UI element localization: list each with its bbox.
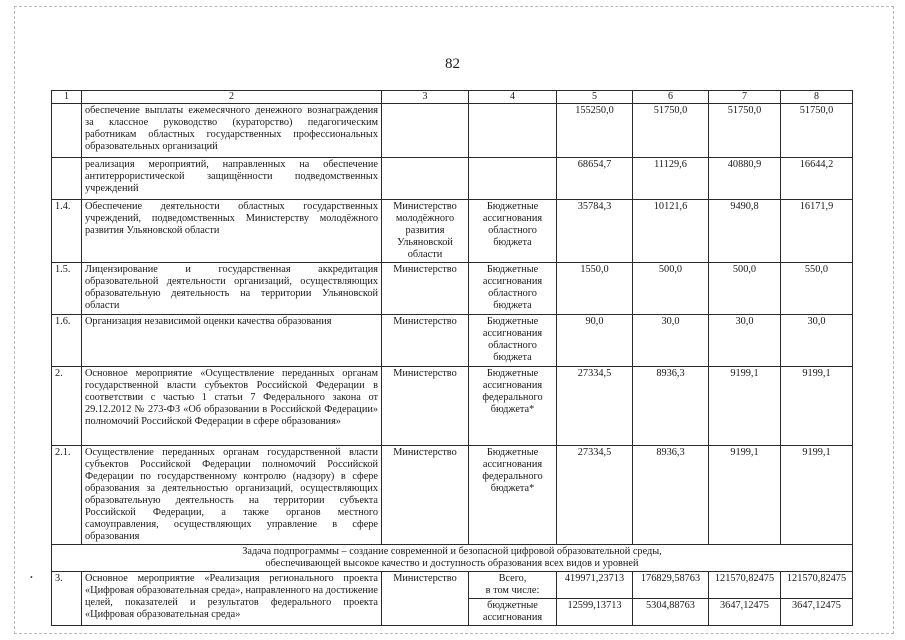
row-number: 1.4. bbox=[52, 200, 82, 263]
row-value-8: 9199,1 bbox=[781, 367, 853, 446]
task-line-1: Задача подпрограммы – создание современной и безопасной цифровой образовательной среды, bbox=[242, 546, 662, 557]
row-source: Бюджетные ассигнования областного бюджета bbox=[469, 200, 557, 263]
row-executor: Министерство bbox=[382, 263, 469, 315]
col-header: 2 bbox=[82, 91, 382, 104]
row-value-7: 51750,0 bbox=[709, 104, 781, 158]
row-value-5: 1550,0 bbox=[557, 263, 633, 315]
total-value-7: 121570,82475 bbox=[709, 572, 781, 599]
col-header: 5 bbox=[557, 91, 633, 104]
task-line-2: обеспечивающей высокое качество и доступность образования всех видов и уровней bbox=[265, 558, 639, 569]
row-number: 2. bbox=[52, 367, 82, 446]
table-row bbox=[52, 104, 853, 158]
row-value-8: 550,0 bbox=[781, 263, 853, 315]
row-value-5: 68654,7 bbox=[557, 158, 633, 200]
row-number: 2.1. bbox=[52, 446, 82, 545]
row-value-6: 11129,6 bbox=[633, 158, 709, 200]
row-name: Организация независимой оценки качества образования bbox=[82, 315, 382, 367]
col-header: 8 bbox=[781, 91, 853, 104]
header-row bbox=[52, 91, 853, 104]
total-label-line-1: Всего, bbox=[498, 573, 527, 584]
total-label-line-2: в том числе: bbox=[485, 585, 540, 596]
sub-value-6: 5304,88763 bbox=[633, 599, 709, 626]
table-row bbox=[52, 367, 853, 446]
row-executor: Министерство bbox=[382, 315, 469, 367]
total-value-5: 419971,23713 bbox=[557, 572, 633, 599]
row-number: 3. bbox=[52, 572, 82, 626]
row-value-6: 51750,0 bbox=[633, 104, 709, 158]
row-executor bbox=[382, 158, 469, 200]
row-source: Бюджетные ассигнования областного бюджета bbox=[469, 263, 557, 315]
row-source bbox=[469, 158, 557, 200]
row-source: Бюджетные ассигнования федерального бюджета* bbox=[469, 446, 557, 545]
col-header: 3 bbox=[382, 91, 469, 104]
row-value-6: 8936,3 bbox=[633, 367, 709, 446]
sub-value-7: 3647,12475 bbox=[709, 599, 781, 626]
row-value-7: 40880,9 bbox=[709, 158, 781, 200]
row-source bbox=[469, 104, 557, 158]
row-executor: Министерство bbox=[382, 572, 469, 626]
row-value-7: 9490,8 bbox=[709, 200, 781, 263]
row-executor bbox=[382, 104, 469, 158]
total-value-8: 121570,82475 bbox=[781, 572, 853, 599]
row-value-6: 500,0 bbox=[633, 263, 709, 315]
row-value-7: 30,0 bbox=[709, 315, 781, 367]
row-executor: Министерство bbox=[382, 367, 469, 446]
row-name: Обеспечение деятельности областных государственных учреждений, подведомственных Министерству молодёжного развития Ульяновской области bbox=[82, 200, 382, 263]
table-row-total bbox=[52, 572, 853, 599]
row-name: Основное мероприятие «Реализация регионального проекта «Цифровая образовательная среда», направленного на достижение целей, показателей и результатов федерального проекта «Цифровая образовательная среда» bbox=[82, 572, 382, 626]
row-value-8: 16171,9 bbox=[781, 200, 853, 263]
row-number: 1.5. bbox=[52, 263, 82, 315]
row-source: Бюджетные ассигнования областного бюджета bbox=[469, 315, 557, 367]
col-header: 6 bbox=[633, 91, 709, 104]
task-banner-row bbox=[52, 545, 853, 572]
row-source: Бюджетные ассигнования федерального бюджета* bbox=[469, 367, 557, 446]
row-value-8: 51750,0 bbox=[781, 104, 853, 158]
row-value-5: 27334,5 bbox=[557, 367, 633, 446]
row-value-5: 90,0 bbox=[557, 315, 633, 367]
row-value-8: 9199,1 bbox=[781, 446, 853, 545]
row-name: Лицензирование и государственная аккредитация образовательной деятельности организаций, осуществляющих образовательную деятельность на территории Ульяновской области bbox=[82, 263, 382, 315]
table-row bbox=[52, 263, 853, 315]
row-name: Осуществление переданных органам государственной власти субъектов Российской Федерации полномочий Российской Федерации по государственному контролю (надзору) в сфере образования за деятельностью организаций, осуществляющих образовательную деятельность на территории субъекта Российской Федерации, а также органов местного самоуправления, осуществляющих управление в сфере образования bbox=[82, 446, 382, 545]
sub-value-8: 3647,12475 bbox=[781, 599, 853, 626]
total-label bbox=[469, 572, 557, 599]
col-header: 4 bbox=[469, 91, 557, 104]
row-name: Основное мероприятие «Осуществление переданных органам государственной власти субъектов Российской Федерации в соответствии с частью 1 статьи 7 Федерального закона от 29.12.2012 № 273-ФЗ «Об образовании в Российской Федерации» полномочий Российской Федерации в сфере образования» bbox=[82, 367, 382, 446]
sub-label: бюджетные ассигнования bbox=[469, 599, 557, 626]
table-row bbox=[52, 446, 853, 545]
row-value-6: 8936,3 bbox=[633, 446, 709, 545]
row-value-7: 9199,1 bbox=[709, 367, 781, 446]
row-value-6: 10121,6 bbox=[633, 200, 709, 263]
row-name: обеспечение выплаты ежемесячного денежного вознаграждения за классное руководство (кураторство) педагогическим работникам областных государственных профессиональных образовательных организаций bbox=[82, 104, 382, 158]
program-table bbox=[51, 90, 853, 626]
row-value-8: 16644,2 bbox=[781, 158, 853, 200]
page-number: 82 bbox=[445, 56, 460, 72]
row-number: 1.6. bbox=[52, 315, 82, 367]
col-header: 1 bbox=[52, 91, 82, 104]
row-value-5: 35784,3 bbox=[557, 200, 633, 263]
row-value-5: 27334,5 bbox=[557, 446, 633, 545]
task-banner bbox=[52, 545, 853, 572]
margin-mark: • bbox=[30, 573, 33, 582]
row-value-7: 9199,1 bbox=[709, 446, 781, 545]
table-row bbox=[52, 200, 853, 263]
total-value-6: 176829,58763 bbox=[633, 572, 709, 599]
col-header: 7 bbox=[709, 91, 781, 104]
row-executor: Министерство bbox=[382, 446, 469, 545]
row-number bbox=[52, 104, 82, 158]
row-value-6: 30,0 bbox=[633, 315, 709, 367]
row-name: реализация мероприятий, направленных на обеспечение антитеррористической защищённости подведомственных учреждений bbox=[82, 158, 382, 200]
row-value-8: 30,0 bbox=[781, 315, 853, 367]
row-value-5: 155250,0 bbox=[557, 104, 633, 158]
row-value-7: 500,0 bbox=[709, 263, 781, 315]
row-executor: Министерство молодёжного развития Ульяновской области bbox=[382, 200, 469, 263]
table-row bbox=[52, 158, 853, 200]
table-row bbox=[52, 315, 853, 367]
sub-value-5: 12599,13713 bbox=[557, 599, 633, 626]
row-number bbox=[52, 158, 82, 200]
